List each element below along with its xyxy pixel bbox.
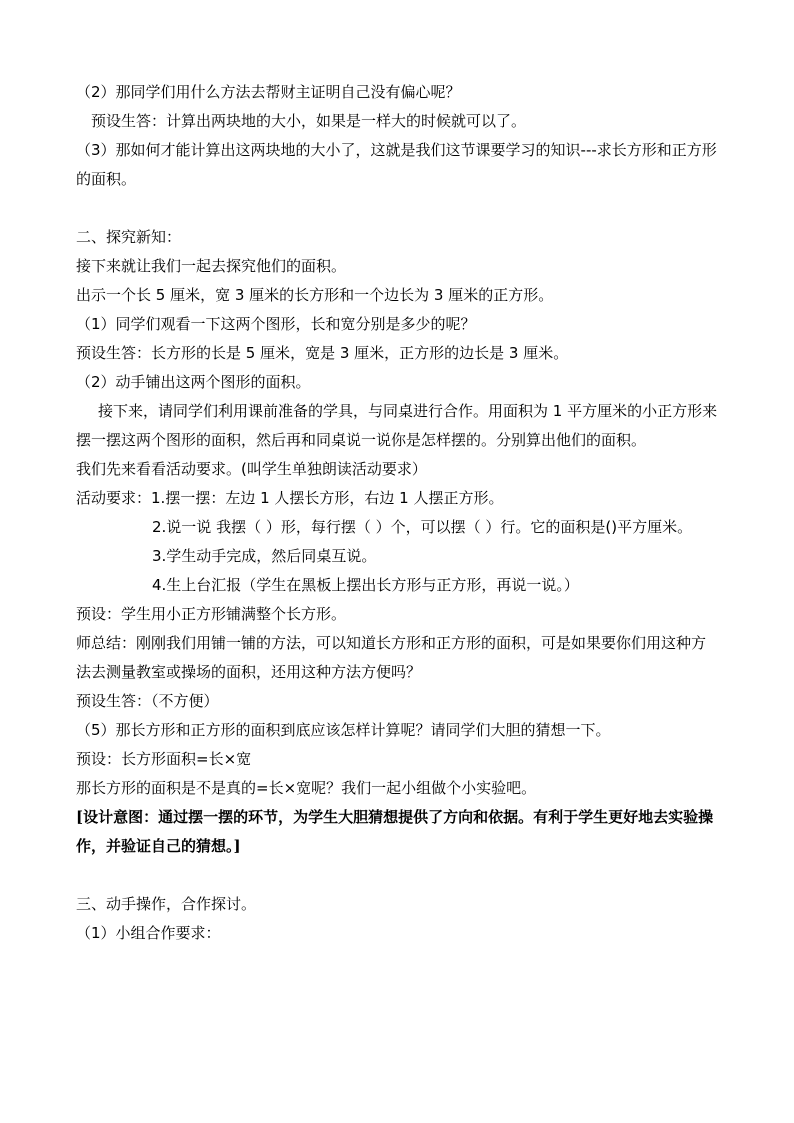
paragraph-observe-question: （1）同学们观看一下这两个图形，长和宽分别是多少的呢？	[76, 315, 476, 333]
paragraph-cooperation: 接下来，请同学们利用课前准备的学具，与同桌进行合作。用面积为 1 平方厘米的小正方形来摆一摆这两个图形的面积，然后再和同桌说一说你是怎样摆的。分别算出他们的面积。	[76, 402, 718, 449]
activity-requirements-label: 活动要求：	[76, 489, 152, 507]
activity-step-2: 2.说一说 我摆（ ）形，每行摆（ ）个，可以摆（ ）行。它的面积是()平方厘米。	[152, 518, 693, 536]
paragraph-question-5: （5）那长方形和正方形的面积到底应该怎样计算呢？请同学们大胆的猜想一下。	[76, 721, 611, 739]
paragraph-expected-answer-2: 预设生答：长方形的长是 5 厘米，宽是 3 厘米，正方形的边长是 3 厘米。	[76, 344, 569, 362]
paragraph-activity-intro: 我们先来看看活动要求。(叫学生单独朗读活动要求）	[76, 460, 427, 478]
paragraph-show-shapes: 出示一个长 5 厘米，宽 3 厘米的长方形和一个边长为 3 厘米的正方形。	[76, 286, 554, 304]
paragraph-question-3: （3）那如何才能计算出这两块地的大小了，这就是我们这节课要学习的知识---求长方形和正方形的面积。	[76, 141, 717, 188]
paragraph-teacher-summary: 师总结：刚刚我们用铺一铺的方法，可以知道长方形和正方形的面积，可是如果要你们用这种方法去测量教室或操场的面积，还用这种方法方便吗？	[76, 634, 707, 681]
paragraph-expected-answer-3: 预设生答：（不方便）	[76, 692, 219, 710]
section-heading-hands-on: 三、动手操作，合作探讨。	[76, 895, 257, 913]
spacer	[76, 194, 720, 223]
paragraph-experiment: 那长方形的面积是不是真的=长×宽呢？我们一起小组做个小实验吧。	[76, 779, 537, 797]
activity-requirements-row	[76, 484, 720, 513]
document-page	[76, 78, 720, 948]
spacer	[76, 861, 720, 890]
paragraph-intro: 接下来就让我们一起去探究他们的面积。	[76, 257, 347, 275]
paragraph-tile-task: （2）动手铺出这两个图形的面积。	[76, 373, 311, 391]
paragraph-group-requirements: （1）小组合作要求：	[76, 924, 221, 942]
activity-step-4: 4.生上台汇报（学生在黑板上摆出长方形与正方形，再说一说。）	[152, 576, 579, 594]
activity-step-1: 1.摆一摆：左边 1 人摆长方形，右边 1 人摆正方形。	[151, 489, 504, 507]
section-heading-explore: 二、探究新知：	[76, 228, 182, 246]
paragraph-question-2: （2）那同学们用什么方法去帮财主证明自己没有偏心呢？	[76, 83, 461, 101]
design-intent-note: [设计意图：通过摆一摆的环节，为学生大胆猜想提供了方向和依据。有利于学生更好地去实验操作，并验证自己的猜想。]	[76, 808, 714, 855]
paragraph-expected-answer-1: 预设生答：计算出两块地的大小，如果是一样大的时候就可以了。	[91, 112, 527, 130]
activity-step-3: 3.学生动手完成，然后同桌互说。	[152, 547, 377, 565]
paragraph-preset-tiling: 预设：学生用小正方形铺满整个长方形。	[76, 605, 347, 623]
paragraph-preset-formula: 预设：长方形面积=长×宽	[76, 750, 252, 768]
